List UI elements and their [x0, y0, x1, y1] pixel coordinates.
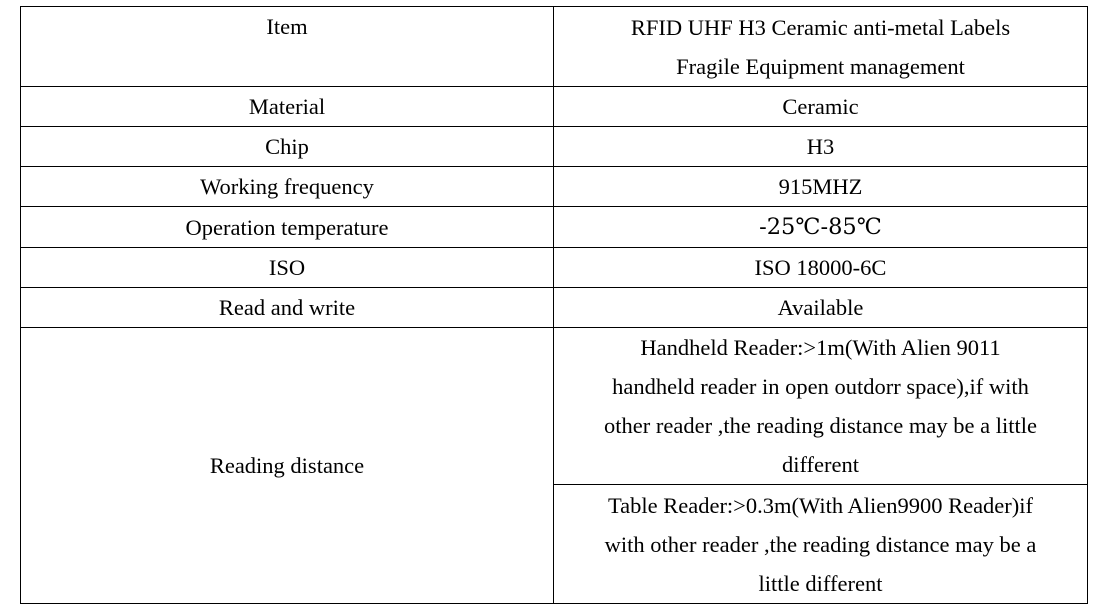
- handheld-reader-cell: [554, 328, 1088, 485]
- row-label: Read and write: [21, 288, 554, 328]
- row-value: 915MHZ: [554, 167, 1088, 207]
- row-value: Ceramic: [554, 87, 1088, 127]
- table-row: [21, 288, 1088, 328]
- header-label: Item: [266, 14, 308, 39]
- product-title-line2: Fragile Equipment management: [676, 53, 965, 79]
- row-value: Available: [554, 288, 1088, 328]
- reading-distance-label: Reading distance: [21, 328, 554, 604]
- table-row-header: [21, 7, 1088, 87]
- row-label: Material: [21, 87, 554, 127]
- product-title-line1: RFID UHF H3 Ceramic anti-metal Labels: [630, 14, 1011, 40]
- header-value-cell: [554, 7, 1088, 87]
- header-label-cell: [21, 7, 554, 87]
- row-label: Operation temperature: [21, 207, 554, 248]
- table-row: [21, 248, 1088, 288]
- table-row: [21, 127, 1088, 167]
- handheld-line: handheld reader in open outdorr space),if with: [612, 374, 1029, 399]
- table-row: [21, 167, 1088, 207]
- handheld-line: other reader ,the reading distance may be a little: [604, 413, 1037, 438]
- table-reader-line: little different: [758, 570, 883, 596]
- table-reader-line: Table Reader:>0.3m(With Alien9900 Reader)if: [607, 492, 1034, 518]
- handheld-line: Handheld Reader:>1m(With Alien 9011: [640, 335, 1001, 360]
- row-label: ISO: [21, 248, 554, 288]
- row-value: H3: [554, 127, 1088, 167]
- row-value: -25℃-85℃: [554, 207, 1088, 248]
- table-row: [21, 207, 1088, 248]
- handheld-line: different: [781, 452, 860, 477]
- spec-table: [20, 6, 1088, 604]
- row-value: ISO 18000-6C: [554, 248, 1088, 288]
- table-row: [21, 87, 1088, 127]
- row-label: Working frequency: [21, 167, 554, 207]
- table-row-reading-distance: [21, 328, 1088, 485]
- table-reader-cell: [554, 485, 1088, 604]
- table-reader-line: with other reader ,the reading distance may be a: [604, 531, 1037, 557]
- row-label: Chip: [21, 127, 554, 167]
